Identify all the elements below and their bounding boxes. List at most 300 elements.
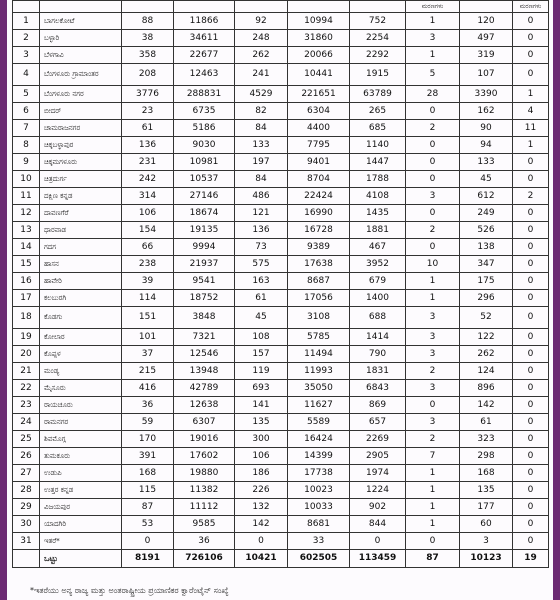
other-deaths-cell: 0 bbox=[513, 273, 549, 290]
active-cases-cell: 1414 bbox=[350, 329, 406, 346]
active-cases-cell: 1974 bbox=[350, 465, 406, 482]
serial-number-cell: 15 bbox=[13, 256, 40, 273]
total-cases-cell: 9994 bbox=[174, 239, 235, 256]
new-cases-cell: 168 bbox=[122, 465, 174, 482]
district-name-cell: ಚಿಕ್ಕಮಗಳೂರು bbox=[40, 154, 122, 171]
total-deaths-cell: 319 bbox=[460, 47, 513, 64]
total-blank-cell bbox=[13, 550, 40, 568]
total-cases-cell: 5186 bbox=[174, 120, 235, 137]
other-deaths-cell: 0 bbox=[513, 482, 549, 499]
new-cases-cell: 242 bbox=[122, 171, 174, 188]
active-cases-cell: 688 bbox=[350, 307, 406, 329]
discharged-today-cell: 136 bbox=[235, 222, 288, 239]
total-cases-cell: 34611 bbox=[174, 30, 235, 47]
total-other-deaths-cell: 19 bbox=[513, 550, 549, 568]
deaths-today-cell: 1 bbox=[406, 499, 460, 516]
discharged-today-cell: 92 bbox=[235, 13, 288, 30]
total-total-cases-cell: 726106 bbox=[174, 550, 235, 568]
serial-number-cell: 12 bbox=[13, 205, 40, 222]
discharged-today-cell: 163 bbox=[235, 273, 288, 290]
serial-number-cell: 31 bbox=[13, 533, 40, 550]
total-discharged-cell: 5589 bbox=[288, 414, 350, 431]
district-name-cell: ದಕ್ಷಿಣ ಕನ್ನಡ bbox=[40, 188, 122, 205]
discharged-today-cell: 61 bbox=[235, 290, 288, 307]
district-name-cell: ಮಂಡ್ಯ bbox=[40, 363, 122, 380]
total-deaths-cell: 60 bbox=[460, 516, 513, 533]
serial-number-cell: 14 bbox=[13, 239, 40, 256]
district-name-cell: ದಾವಣಗೆರೆ bbox=[40, 205, 122, 222]
district-name-cell: ಚಿಕ್ಕಬಳ್ಳಾಪುರ bbox=[40, 137, 122, 154]
other-deaths-cell: 2 bbox=[513, 188, 549, 205]
new-cases-cell: 37 bbox=[122, 346, 174, 363]
new-cases-cell: 38 bbox=[122, 30, 174, 47]
discharged-today-cell: 0 bbox=[235, 533, 288, 550]
other-deaths-cell: 0 bbox=[513, 397, 549, 414]
total-discharged-cell: 10441 bbox=[288, 64, 350, 86]
total-discharged-cell: 20066 bbox=[288, 47, 350, 64]
deaths-today-cell: 7 bbox=[406, 448, 460, 465]
deaths-today-cell: 2 bbox=[406, 363, 460, 380]
deaths-today-cell: 2 bbox=[406, 431, 460, 448]
header-cell bbox=[174, 1, 235, 13]
discharged-today-cell: 197 bbox=[235, 154, 288, 171]
deaths-today-cell: 3 bbox=[406, 30, 460, 47]
active-cases-cell: 1140 bbox=[350, 137, 406, 154]
district-name-cell: ತುಮಕೂರು bbox=[40, 448, 122, 465]
discharged-today-cell: 141 bbox=[235, 397, 288, 414]
total-discharged-cell: 8687 bbox=[288, 273, 350, 290]
district-name-cell: ಉಡುಪಿ bbox=[40, 465, 122, 482]
deaths-today-cell: 1 bbox=[406, 290, 460, 307]
deaths-today-cell: 5 bbox=[406, 64, 460, 86]
total-deaths-cell: 526 bbox=[460, 222, 513, 239]
total-cases-cell: 17602 bbox=[174, 448, 235, 465]
total-discharged-cell: 10994 bbox=[288, 13, 350, 30]
serial-number-cell: 29 bbox=[13, 499, 40, 516]
table-row bbox=[13, 346, 549, 363]
total-deaths-cell: 175 bbox=[460, 273, 513, 290]
discharged-today-cell: 248 bbox=[235, 30, 288, 47]
discharged-today-cell: 132 bbox=[235, 499, 288, 516]
discharged-today-cell: 241 bbox=[235, 64, 288, 86]
other-deaths-cell: 1 bbox=[513, 137, 549, 154]
table-row bbox=[13, 205, 549, 222]
district-name-cell: ಬೆಂಗಳೂರು ನಗರ bbox=[40, 86, 122, 103]
total-deaths-cell: 497 bbox=[460, 30, 513, 47]
total-cases-cell: 27146 bbox=[174, 188, 235, 205]
other-deaths-cell: 11 bbox=[513, 120, 549, 137]
district-data-table bbox=[12, 0, 549, 568]
table-row bbox=[13, 499, 549, 516]
active-cases-cell: 1400 bbox=[350, 290, 406, 307]
deaths-today-cell: 0 bbox=[406, 154, 460, 171]
active-cases-cell: 902 bbox=[350, 499, 406, 516]
active-cases-cell: 1224 bbox=[350, 482, 406, 499]
deaths-today-cell: 3 bbox=[406, 188, 460, 205]
total-discharged-cell: 14399 bbox=[288, 448, 350, 465]
deaths-today-cell: 0 bbox=[406, 103, 460, 120]
serial-number-cell: 24 bbox=[13, 414, 40, 431]
total-cases-cell: 12638 bbox=[174, 397, 235, 414]
total-deaths-cell: 612 bbox=[460, 188, 513, 205]
table-row bbox=[13, 30, 549, 47]
total-cases-cell: 12546 bbox=[174, 346, 235, 363]
district-name-cell: ಹಾಸನ bbox=[40, 256, 122, 273]
deaths-today-cell: 0 bbox=[406, 171, 460, 188]
total-deaths-cell: 177 bbox=[460, 499, 513, 516]
serial-number-cell: 30 bbox=[13, 516, 40, 533]
other-deaths-cell: 0 bbox=[513, 290, 549, 307]
other-deaths-cell: 0 bbox=[513, 499, 549, 516]
active-cases-cell: 685 bbox=[350, 120, 406, 137]
total-cases-cell: 11382 bbox=[174, 482, 235, 499]
new-cases-cell: 3776 bbox=[122, 86, 174, 103]
deaths-today-cell: 10 bbox=[406, 256, 460, 273]
total-discharged-cell: 16728 bbox=[288, 222, 350, 239]
other-deaths-cell: 0 bbox=[513, 465, 549, 482]
total-cases-cell: 3848 bbox=[174, 307, 235, 329]
new-cases-cell: 61 bbox=[122, 120, 174, 137]
table-row bbox=[13, 171, 549, 188]
active-cases-cell: 4108 bbox=[350, 188, 406, 205]
total-deaths-cell: 135 bbox=[460, 482, 513, 499]
total-cases-cell: 6307 bbox=[174, 414, 235, 431]
district-name-cell: ಕೋಲಾರ bbox=[40, 329, 122, 346]
new-cases-cell: 36 bbox=[122, 397, 174, 414]
header-cell bbox=[40, 1, 122, 13]
district-name-cell: ಬೀದರ್ bbox=[40, 103, 122, 120]
district-name-cell: ಬಳ್ಳಾರಿ bbox=[40, 30, 122, 47]
total-cases-cell: 11112 bbox=[174, 499, 235, 516]
total-deaths-cell: 142 bbox=[460, 397, 513, 414]
district-name-cell: ಧಾರವಾಡ bbox=[40, 222, 122, 239]
active-cases-cell: 1435 bbox=[350, 205, 406, 222]
table-row bbox=[13, 516, 549, 533]
total-deaths-cell: 122 bbox=[460, 329, 513, 346]
total-deaths-cell: 120 bbox=[460, 13, 513, 30]
serial-number-cell: 8 bbox=[13, 137, 40, 154]
total-deaths-cell: 138 bbox=[460, 239, 513, 256]
table-row bbox=[13, 431, 549, 448]
total-discharged-cell: 11494 bbox=[288, 346, 350, 363]
total-deaths-cell: 61 bbox=[460, 414, 513, 431]
total-discharged-cell: 16424 bbox=[288, 431, 350, 448]
serial-number-cell: 13 bbox=[13, 222, 40, 239]
deaths-today-cell: 0 bbox=[406, 239, 460, 256]
district-name-cell: ಇತರೆ* bbox=[40, 533, 122, 550]
total-discharged-cell: 4400 bbox=[288, 120, 350, 137]
discharged-today-cell: 262 bbox=[235, 47, 288, 64]
table-row bbox=[13, 103, 549, 120]
active-cases-cell: 1915 bbox=[350, 64, 406, 86]
other-deaths-cell: 0 bbox=[513, 239, 549, 256]
table-row bbox=[13, 448, 549, 465]
total-total-deaths-cell: 10123 bbox=[460, 550, 513, 568]
deaths-today-cell: 1 bbox=[406, 516, 460, 533]
district-name-cell: ಗದಗ bbox=[40, 239, 122, 256]
header-cell bbox=[235, 1, 288, 13]
other-deaths-cell: 0 bbox=[513, 329, 549, 346]
district-name-cell: ಮೈಸೂರು bbox=[40, 380, 122, 397]
serial-number-cell: 20 bbox=[13, 346, 40, 363]
total-active-cases-cell: 113459 bbox=[350, 550, 406, 568]
deaths-today-cell: 1 bbox=[406, 482, 460, 499]
district-name-cell: ರಾಯಚೂರು bbox=[40, 397, 122, 414]
serial-number-cell: 27 bbox=[13, 465, 40, 482]
deaths-today-cell: 3 bbox=[406, 380, 460, 397]
new-cases-cell: 215 bbox=[122, 363, 174, 380]
new-cases-cell: 170 bbox=[122, 431, 174, 448]
deaths-today-cell: 0 bbox=[406, 397, 460, 414]
total-cases-cell: 7321 bbox=[174, 329, 235, 346]
serial-number-cell: 19 bbox=[13, 329, 40, 346]
other-deaths-cell: 0 bbox=[513, 533, 549, 550]
deaths-today-cell: 0 bbox=[406, 205, 460, 222]
total-cases-cell: 22677 bbox=[174, 47, 235, 64]
new-cases-cell: 416 bbox=[122, 380, 174, 397]
total-discharged-cell: 11627 bbox=[288, 397, 350, 414]
active-cases-cell: 1881 bbox=[350, 222, 406, 239]
other-deaths-cell: 1 bbox=[513, 86, 549, 103]
total-discharged-cell: 17056 bbox=[288, 290, 350, 307]
serial-number-cell: 7 bbox=[13, 120, 40, 137]
total-discharged-cell: 9389 bbox=[288, 239, 350, 256]
active-cases-cell: 657 bbox=[350, 414, 406, 431]
table-row bbox=[13, 482, 549, 499]
other-deaths-cell: 0 bbox=[513, 516, 549, 533]
active-cases-cell: 6843 bbox=[350, 380, 406, 397]
total-discharged-cell: 17638 bbox=[288, 256, 350, 273]
total-discharged-cell: 3108 bbox=[288, 307, 350, 329]
serial-number-cell: 4 bbox=[13, 64, 40, 86]
district-name-cell: ಚಿತ್ರದುರ್ಗ bbox=[40, 171, 122, 188]
serial-number-cell: 9 bbox=[13, 154, 40, 171]
other-deaths-cell: 0 bbox=[513, 307, 549, 329]
total-deaths-cell: 133 bbox=[460, 154, 513, 171]
table-row bbox=[13, 137, 549, 154]
total-deaths-cell: 162 bbox=[460, 103, 513, 120]
deaths-today-cell: 3 bbox=[406, 329, 460, 346]
active-cases-cell: 2269 bbox=[350, 431, 406, 448]
table-row bbox=[13, 380, 549, 397]
new-cases-cell: 154 bbox=[122, 222, 174, 239]
new-cases-cell: 358 bbox=[122, 47, 174, 64]
new-cases-cell: 208 bbox=[122, 64, 174, 86]
total-discharged-cell: 16990 bbox=[288, 205, 350, 222]
serial-number-cell: 22 bbox=[13, 380, 40, 397]
total-cases-cell: 9585 bbox=[174, 516, 235, 533]
other-deaths-cell: 0 bbox=[513, 363, 549, 380]
other-deaths-cell: 4 bbox=[513, 103, 549, 120]
total-cases-cell: 10981 bbox=[174, 154, 235, 171]
new-cases-cell: 114 bbox=[122, 290, 174, 307]
total-cases-cell: 21937 bbox=[174, 256, 235, 273]
total-discharged-cell: 35050 bbox=[288, 380, 350, 397]
deaths-today-cell: 1 bbox=[406, 465, 460, 482]
discharged-today-cell: 575 bbox=[235, 256, 288, 273]
serial-number-cell: 23 bbox=[13, 397, 40, 414]
active-cases-cell: 265 bbox=[350, 103, 406, 120]
table-row bbox=[13, 239, 549, 256]
total-deaths-cell: 107 bbox=[460, 64, 513, 86]
discharged-today-cell: 186 bbox=[235, 465, 288, 482]
total-cases-cell: 19016 bbox=[174, 431, 235, 448]
discharged-today-cell: 119 bbox=[235, 363, 288, 380]
district-name-cell: ಬೆಳಗಾವಿ bbox=[40, 47, 122, 64]
total-deaths-cell: 94 bbox=[460, 137, 513, 154]
other-deaths-cell: 0 bbox=[513, 222, 549, 239]
new-cases-cell: 314 bbox=[122, 188, 174, 205]
discharged-today-cell: 133 bbox=[235, 137, 288, 154]
total-deaths-cell: 52 bbox=[460, 307, 513, 329]
serial-number-cell: 11 bbox=[13, 188, 40, 205]
total-deaths-today-cell: 87 bbox=[406, 550, 460, 568]
discharged-today-cell: 693 bbox=[235, 380, 288, 397]
total-deaths-cell: 3 bbox=[460, 533, 513, 550]
deaths-today-cell: 0 bbox=[406, 533, 460, 550]
header-cell bbox=[13, 1, 40, 13]
total-discharged-cell: 7795 bbox=[288, 137, 350, 154]
total-new-cases-cell: 8191 bbox=[122, 550, 174, 568]
total-deaths-cell: 323 bbox=[460, 431, 513, 448]
deaths-today-cell: 1 bbox=[406, 273, 460, 290]
total-discharged-cell: 9401 bbox=[288, 154, 350, 171]
new-cases-cell: 88 bbox=[122, 13, 174, 30]
new-cases-cell: 231 bbox=[122, 154, 174, 171]
table-row bbox=[13, 329, 549, 346]
district-name-cell: ಬೆಂಗಳೂರು ಗ್ರಾಮಾಂತರ bbox=[40, 64, 122, 86]
other-deaths-cell: 0 bbox=[513, 64, 549, 86]
total-deaths-cell: 298 bbox=[460, 448, 513, 465]
total-deaths-cell: 347 bbox=[460, 256, 513, 273]
total-cases-cell: 19880 bbox=[174, 465, 235, 482]
discharged-today-cell: 108 bbox=[235, 329, 288, 346]
active-cases-cell: 2905 bbox=[350, 448, 406, 465]
active-cases-cell: 1447 bbox=[350, 154, 406, 171]
serial-number-cell: 2 bbox=[13, 30, 40, 47]
total-deaths-cell: 262 bbox=[460, 346, 513, 363]
deaths-today-cell: 1 bbox=[406, 47, 460, 64]
total-cases-cell: 9541 bbox=[174, 273, 235, 290]
district-name-cell: ಹಾವೇರಿ bbox=[40, 273, 122, 290]
total-discharged-cell: 31860 bbox=[288, 30, 350, 47]
total-deaths-cell: 296 bbox=[460, 290, 513, 307]
header-cell bbox=[350, 1, 406, 13]
total-cases-cell: 9030 bbox=[174, 137, 235, 154]
total-discharged-cell: 10033 bbox=[288, 499, 350, 516]
total-deaths-cell: 3390 bbox=[460, 86, 513, 103]
serial-number-cell: 26 bbox=[13, 448, 40, 465]
total-discharged-cell: 6304 bbox=[288, 103, 350, 120]
serial-number-cell: 1 bbox=[13, 13, 40, 30]
total-discharged-cell: 17738 bbox=[288, 465, 350, 482]
total-discharged-cell: 11993 bbox=[288, 363, 350, 380]
discharged-today-cell: 4529 bbox=[235, 86, 288, 103]
discharged-today-cell: 106 bbox=[235, 448, 288, 465]
discharged-today-cell: 226 bbox=[235, 482, 288, 499]
total-label: ಒಟ್ಟು bbox=[40, 550, 122, 568]
discharged-today-cell: 45 bbox=[235, 307, 288, 329]
deaths-today-cell: 1 bbox=[406, 13, 460, 30]
total-discharged-cell: 10023 bbox=[288, 482, 350, 499]
total-row bbox=[13, 550, 549, 568]
total-cases-cell: 19135 bbox=[174, 222, 235, 239]
total-cases-cell: 6735 bbox=[174, 103, 235, 120]
district-name-cell: ಬಾಗಲಕೋಟೆ bbox=[40, 13, 122, 30]
table-row bbox=[13, 86, 549, 103]
serial-number-cell: 18 bbox=[13, 307, 40, 329]
discharged-today-cell: 82 bbox=[235, 103, 288, 120]
new-cases-cell: 136 bbox=[122, 137, 174, 154]
total-cases-cell: 13948 bbox=[174, 363, 235, 380]
table-row bbox=[13, 64, 549, 86]
total-discharged-cell: 8704 bbox=[288, 171, 350, 188]
total-cases-cell: 10537 bbox=[174, 171, 235, 188]
total-deaths-cell: 45 bbox=[460, 171, 513, 188]
table-row bbox=[13, 47, 549, 64]
table-row bbox=[13, 397, 549, 414]
table-row bbox=[13, 120, 549, 137]
deaths-today-cell: 28 bbox=[406, 86, 460, 103]
new-cases-cell: 391 bbox=[122, 448, 174, 465]
other-deaths-cell: 0 bbox=[513, 431, 549, 448]
other-deaths-cell: 0 bbox=[513, 47, 549, 64]
other-deaths-cell: 0 bbox=[513, 414, 549, 431]
serial-number-cell: 16 bbox=[13, 273, 40, 290]
total-cases-cell: 18674 bbox=[174, 205, 235, 222]
new-cases-cell: 106 bbox=[122, 205, 174, 222]
new-cases-cell: 0 bbox=[122, 533, 174, 550]
discharged-today-cell: 142 bbox=[235, 516, 288, 533]
total-deaths-cell: 168 bbox=[460, 465, 513, 482]
total-cases-cell: 288831 bbox=[174, 86, 235, 103]
table-row bbox=[13, 533, 549, 550]
other-deaths-cell: 0 bbox=[513, 13, 549, 30]
deaths-today-cell: 3 bbox=[406, 346, 460, 363]
deaths-today-cell: 2 bbox=[406, 120, 460, 137]
discharged-today-cell: 84 bbox=[235, 171, 288, 188]
serial-number-cell: 17 bbox=[13, 290, 40, 307]
discharged-today-cell: 121 bbox=[235, 205, 288, 222]
district-name-cell: ಶಿವಮೊಗ್ಗ bbox=[40, 431, 122, 448]
active-cases-cell: 2254 bbox=[350, 30, 406, 47]
table-row bbox=[13, 154, 549, 171]
table-row bbox=[13, 307, 549, 329]
table-row bbox=[13, 13, 549, 30]
district-name-cell: ಉತ್ತರ ಕನ್ನಡ bbox=[40, 482, 122, 499]
other-deaths-cell: 0 bbox=[513, 448, 549, 465]
table-row bbox=[13, 290, 549, 307]
active-cases-cell: 1788 bbox=[350, 171, 406, 188]
total-discharged-cell: 33 bbox=[288, 533, 350, 550]
table-row bbox=[13, 465, 549, 482]
active-cases-cell: 467 bbox=[350, 239, 406, 256]
total-deaths-cell: 249 bbox=[460, 205, 513, 222]
district-name-cell: ಕೊಪ್ಪಳ bbox=[40, 346, 122, 363]
serial-number-cell: 3 bbox=[13, 47, 40, 64]
discharged-today-cell: 73 bbox=[235, 239, 288, 256]
header-cell: ಮರಣಗಳು bbox=[406, 1, 460, 13]
active-cases-cell: 3952 bbox=[350, 256, 406, 273]
total-discharged-cell: 221651 bbox=[288, 86, 350, 103]
total-cases-cell: 18752 bbox=[174, 290, 235, 307]
new-cases-cell: 59 bbox=[122, 414, 174, 431]
new-cases-cell: 23 bbox=[122, 103, 174, 120]
district-name-cell: ಯಾದಗಿರಿ bbox=[40, 516, 122, 533]
total-cases-cell: 42789 bbox=[174, 380, 235, 397]
active-cases-cell: 0 bbox=[350, 533, 406, 550]
total-discharged-cell: 8681 bbox=[288, 516, 350, 533]
